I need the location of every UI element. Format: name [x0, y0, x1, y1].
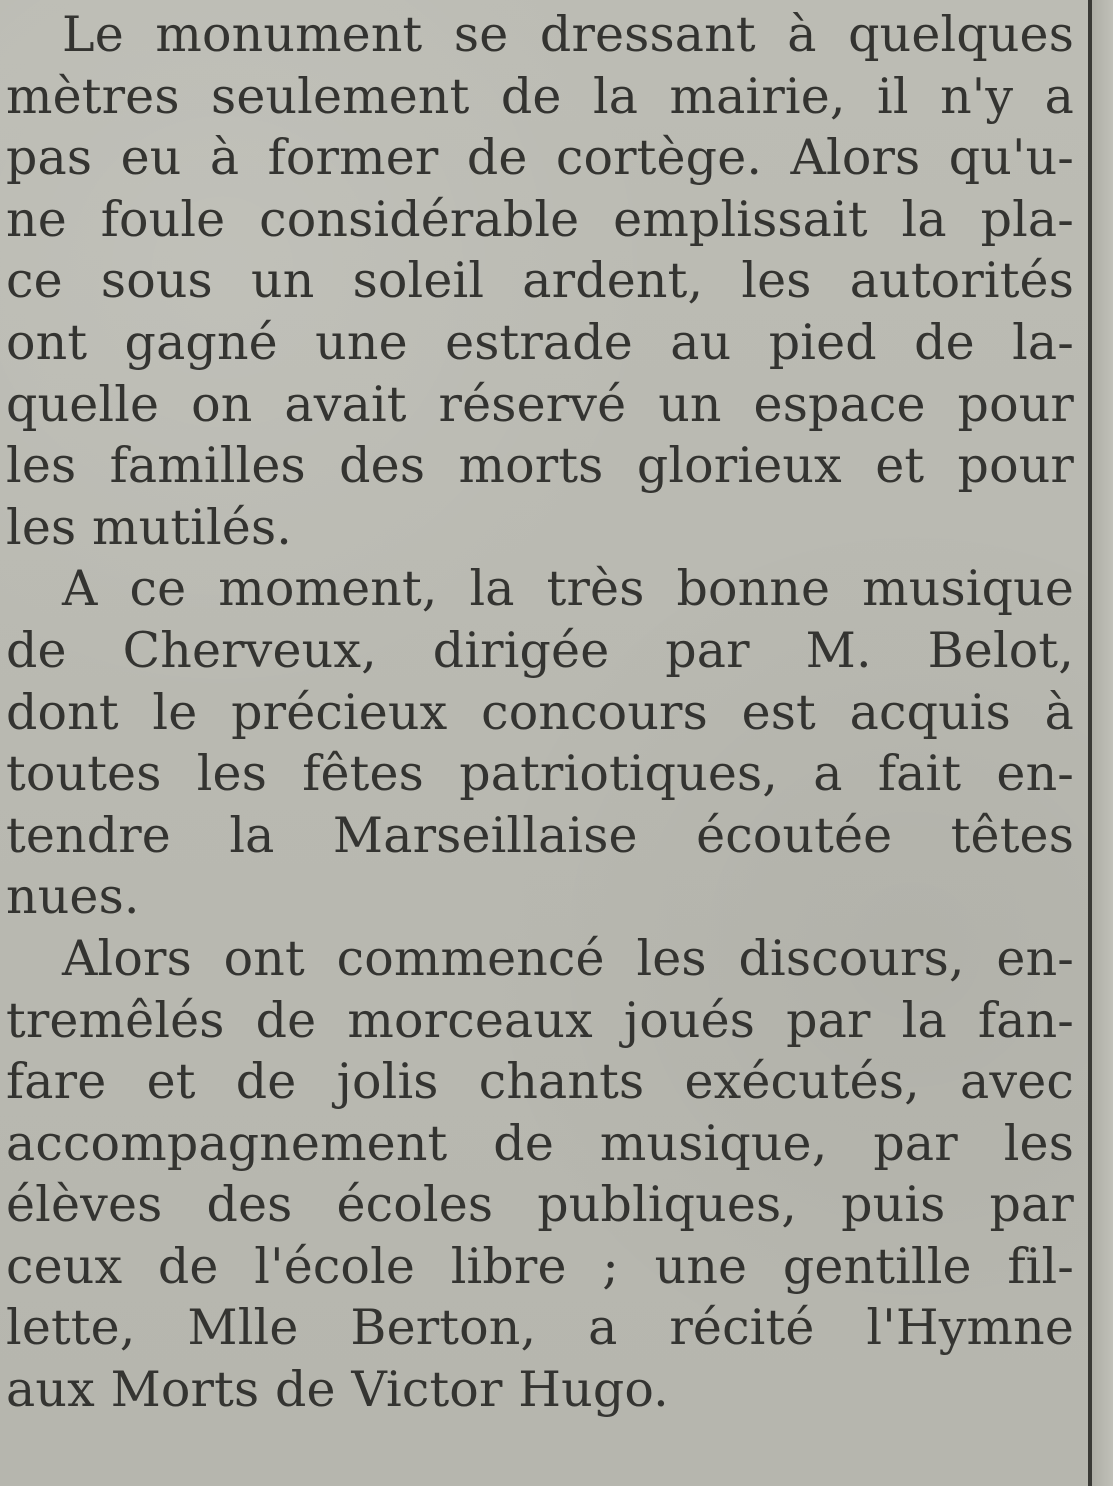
text-line: nues. [6, 868, 140, 926]
text-line: lette, Mlle Berton, a récité l'Hymne [6, 1299, 1074, 1357]
paragraph-1 [6, 4, 1074, 558]
text-line: Alors ont commencé les discours, en- [62, 929, 1074, 987]
text-line: fare et de jolis chants exécutés, avec [6, 1053, 1074, 1111]
text-line: Le monument se dressant à quelques [62, 6, 1074, 63]
text-line: les familles des morts glorieux et pour [6, 437, 1074, 495]
text-line: ne foule considérable emplissait la pla- [6, 190, 1074, 248]
text-line: accompagnement de musique, par les [6, 1114, 1074, 1172]
text-line: ce sous un soleil ardent, les autorités [6, 252, 1074, 310]
text-line: aux Morts de Victor Hugo. [6, 1361, 669, 1419]
text-line: quelle on avait réservé un espace pour [6, 375, 1074, 433]
text-line: les mutilés. [6, 498, 292, 556]
text-line: mètres seulement de la mairie, il n'y a [6, 67, 1074, 125]
adjacent-column-edge [1092, 0, 1113, 1486]
text-line: dont le précieux concours est acquis à [6, 683, 1074, 741]
text-line: de Cherveux, dirigée par M. Belot, [6, 621, 1074, 679]
text-line: tendre la Marseillaise écoutée têtes [6, 806, 1074, 864]
text-line: élèves des écoles publiques, puis par [6, 1176, 1074, 1234]
text-line: ont gagné une estrade au pied de la- [6, 313, 1074, 371]
paragraph-3 [6, 928, 1074, 1421]
text-line: toutes les fêtes patriotiques, a fait en- [6, 745, 1074, 803]
text-line: ceux de l'école libre ; une gentille fil- [6, 1237, 1074, 1295]
paragraph-2 [6, 558, 1074, 928]
article-column [6, 4, 1074, 1421]
text-line: tremêlés de morceaux joués par la fan- [6, 991, 1074, 1049]
text-line: A ce moment, la très bonne musique [62, 560, 1074, 618]
text-line: pas eu à former de cortège. Alors qu'u- [6, 129, 1074, 187]
